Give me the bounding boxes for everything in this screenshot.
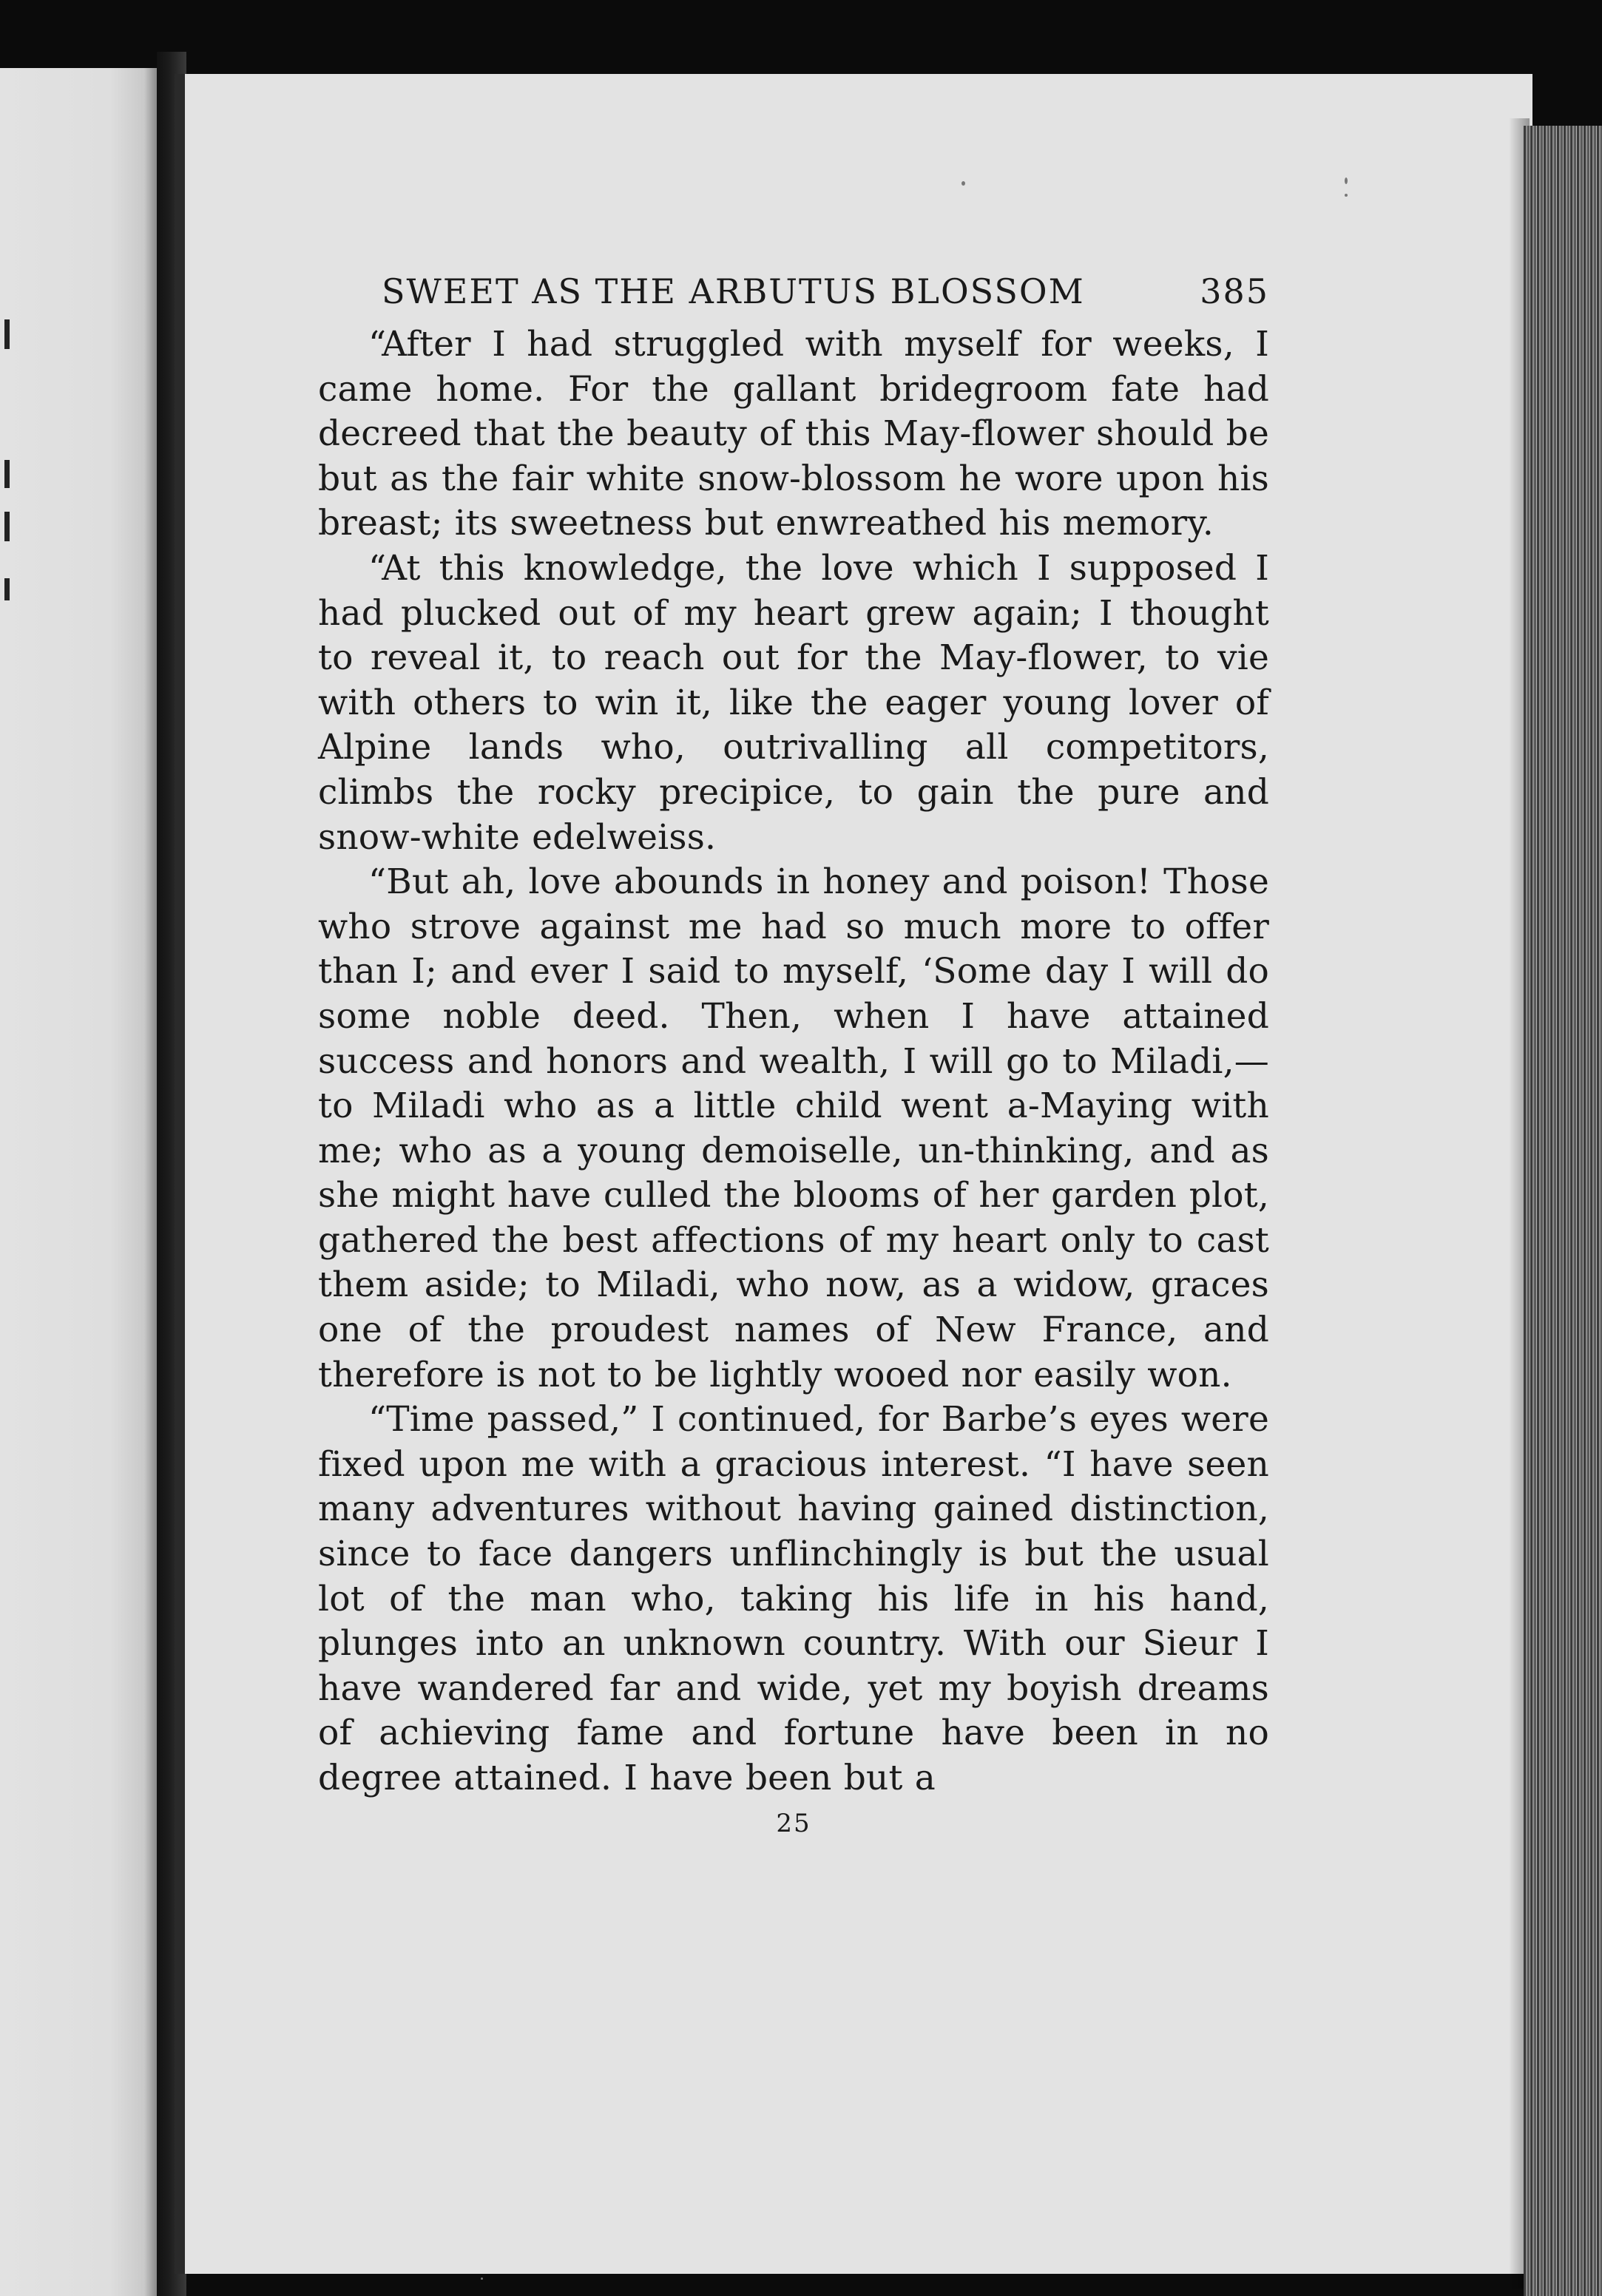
previous-page-text-fragment — [4, 578, 10, 600]
previous-page-text-fragment — [4, 512, 10, 541]
paragraph: “At this knowledge, the love which I supposed I had plucked out of my heart grew again; I thought to reveal it, to reach out for the May-flower, to vie with others to win it, like the eager young lover of Alpine lands who, outrivalling all competitors, climbs the rocky precipice, to gain the pure and snow-white edelweiss. — [318, 547, 1269, 858]
previous-page-edge — [0, 68, 157, 2296]
paper-speck — [1345, 194, 1348, 197]
page-number: 385 — [1200, 271, 1269, 311]
paper-speck — [1345, 177, 1348, 184]
paragraph: “After I had struggled with myself for weeks, I came home. For the gallant bridegroom fate had decreed that the beauty of this May-flower should be but as the fair white snow-blossom he wore upon his breast; its sweetness but enwreathed his memory. — [318, 324, 1269, 544]
paragraph: “Time passed,” I continued, for Barbe’s eyes were fixed upon me with a gracious interest. “I have seen many adventures without having gained distinction, since to face dangers unflinchingly is but the usual lot of the man who, taking his life in his hand, plunges into an unknown country. With our Sieur I have wandered far and wide, yet my boyish dreams of achieving fame and fortune have been in no degree attained. I have been but a — [318, 1399, 1269, 1798]
paragraph: “But ah, love abounds in honey and poison! Those who strove against me had so much more to offer than I; and ever I said to myself, ‘Some day I will do some noble deed. Then, when I have attained success and honors and wealth, I will go to Miladi,—to Miladi who as a little child went a-Maying with me; who as a young demoiselle, un-thinking, and as she might have culled the blooms of her garden plot, gathered the best affections of my heart only to cast them aside; to Miladi, who now, as a widow, graces one of the proudest names of New France, and therefore is not to be lightly wooed nor easily won. — [318, 861, 1269, 1395]
running-head — [382, 260, 1269, 322]
signature-mark: 25 — [776, 1808, 811, 1838]
previous-page-text-fragment — [4, 460, 10, 488]
page-text-block — [318, 260, 1269, 1838]
page-edge-stack — [1524, 126, 1602, 2296]
running-head-title: SWEET AS THE ARBUTUS BLOSSOM — [382, 271, 1085, 311]
paper-speck — [481, 2278, 483, 2280]
previous-page-text-fragment — [4, 319, 10, 349]
paper-speck — [961, 181, 965, 186]
